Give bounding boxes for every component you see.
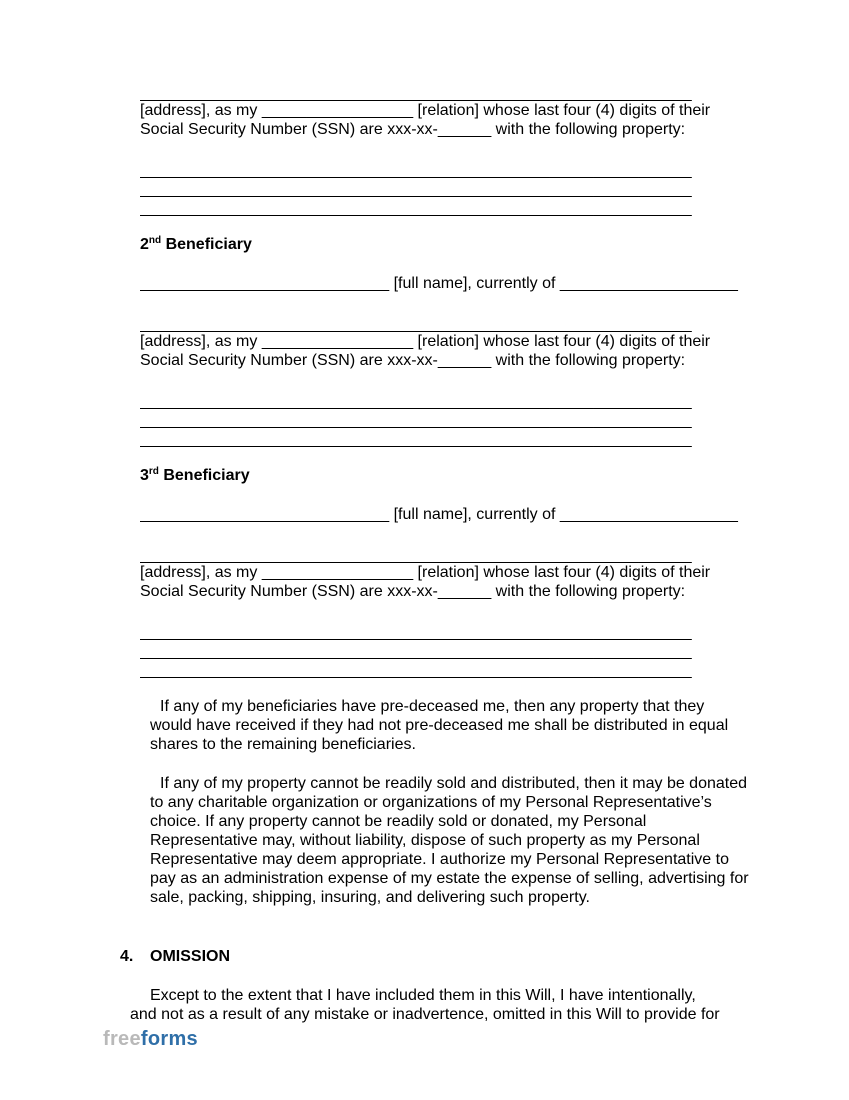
full-name-line: ____________________________ [full name], currently of ____________________ — [140, 275, 738, 292]
omission-line-2: and not as a result of any mistake or inadvertence, omitted in this Will to provide for — [130, 1006, 720, 1023]
address-blank-line: ______________________________________________________________ — [140, 316, 692, 333]
ssn-property-line: Social Security Number (SSN) are xxx-xx-______ with the following property: — [140, 352, 686, 369]
predeceased-paragraph: If any of my beneficiaries have pre-deceased me, then any property that they would have received if they had not pre-deceased me shall be distributed in equal shares to the remaining beneficiaries. — [150, 698, 729, 753]
omission-line-1: Except to the extent that I have included them in this Will, I have intentionally, — [150, 987, 696, 1004]
property-blank-line: ______________________________________________________________ — [140, 162, 692, 179]
property-blank-line: ______________________________________________________________ — [140, 662, 692, 679]
address-blank-line: ______________________________________________________________ — [140, 547, 692, 564]
section-title: OMISSION — [150, 948, 231, 965]
beneficiary-heading-2: 2nd Beneficiary — [140, 235, 252, 253]
ssn-property-line: Social Security Number (SSN) are xxx-xx-______ with the following property: — [140, 583, 686, 600]
address-relation-line: [address], as my _________________ [relation] whose last four (4) digits of their — [140, 564, 711, 581]
property-blank-line: ______________________________________________________________ — [140, 643, 692, 660]
property-blank-line: ______________________________________________________________ — [140, 200, 692, 217]
property-blank-line: ______________________________________________________________ — [140, 393, 692, 410]
ssn-property-line: Social Security Number (SSN) are xxx-xx-______ with the following property: — [140, 121, 686, 138]
property-blank-line: ______________________________________________________________ — [140, 412, 692, 429]
beneficiary-heading-3: 3rd Beneficiary — [140, 466, 250, 484]
full-name-line: ____________________________ [full name], currently of ____________________ — [140, 506, 738, 523]
property-blank-line: ______________________________________________________________ — [140, 181, 692, 198]
freeforms-logo: freeforms — [103, 1028, 198, 1050]
section-number: 4. — [120, 948, 134, 965]
undistributed-property-paragraph: If any of my property cannot be readily sold and distributed, then it may be donated to any charitable organization or organizations of my Personal Representative’s choice. If any property cannot be readily sold or donated, my Personal Representative may, without liability, dispose of such property as my Personal Representative may deem appropriate. I authorize my Personal Representative to pay as an administration expense of my estate the expense of selling, advertising for sale, packing, shipping, insuring, and delivering such property. — [150, 775, 749, 906]
address-relation-line: [address], as my _________________ [relation] whose last four (4) digits of their — [140, 333, 711, 350]
address-relation-line: [address], as my _________________ [relation] whose last four (4) digits of their — [140, 102, 711, 119]
property-blank-line: ______________________________________________________________ — [140, 431, 692, 448]
address-blank-line: ______________________________________________________________ — [140, 85, 692, 102]
property-blank-line: ______________________________________________________________ — [140, 624, 692, 641]
